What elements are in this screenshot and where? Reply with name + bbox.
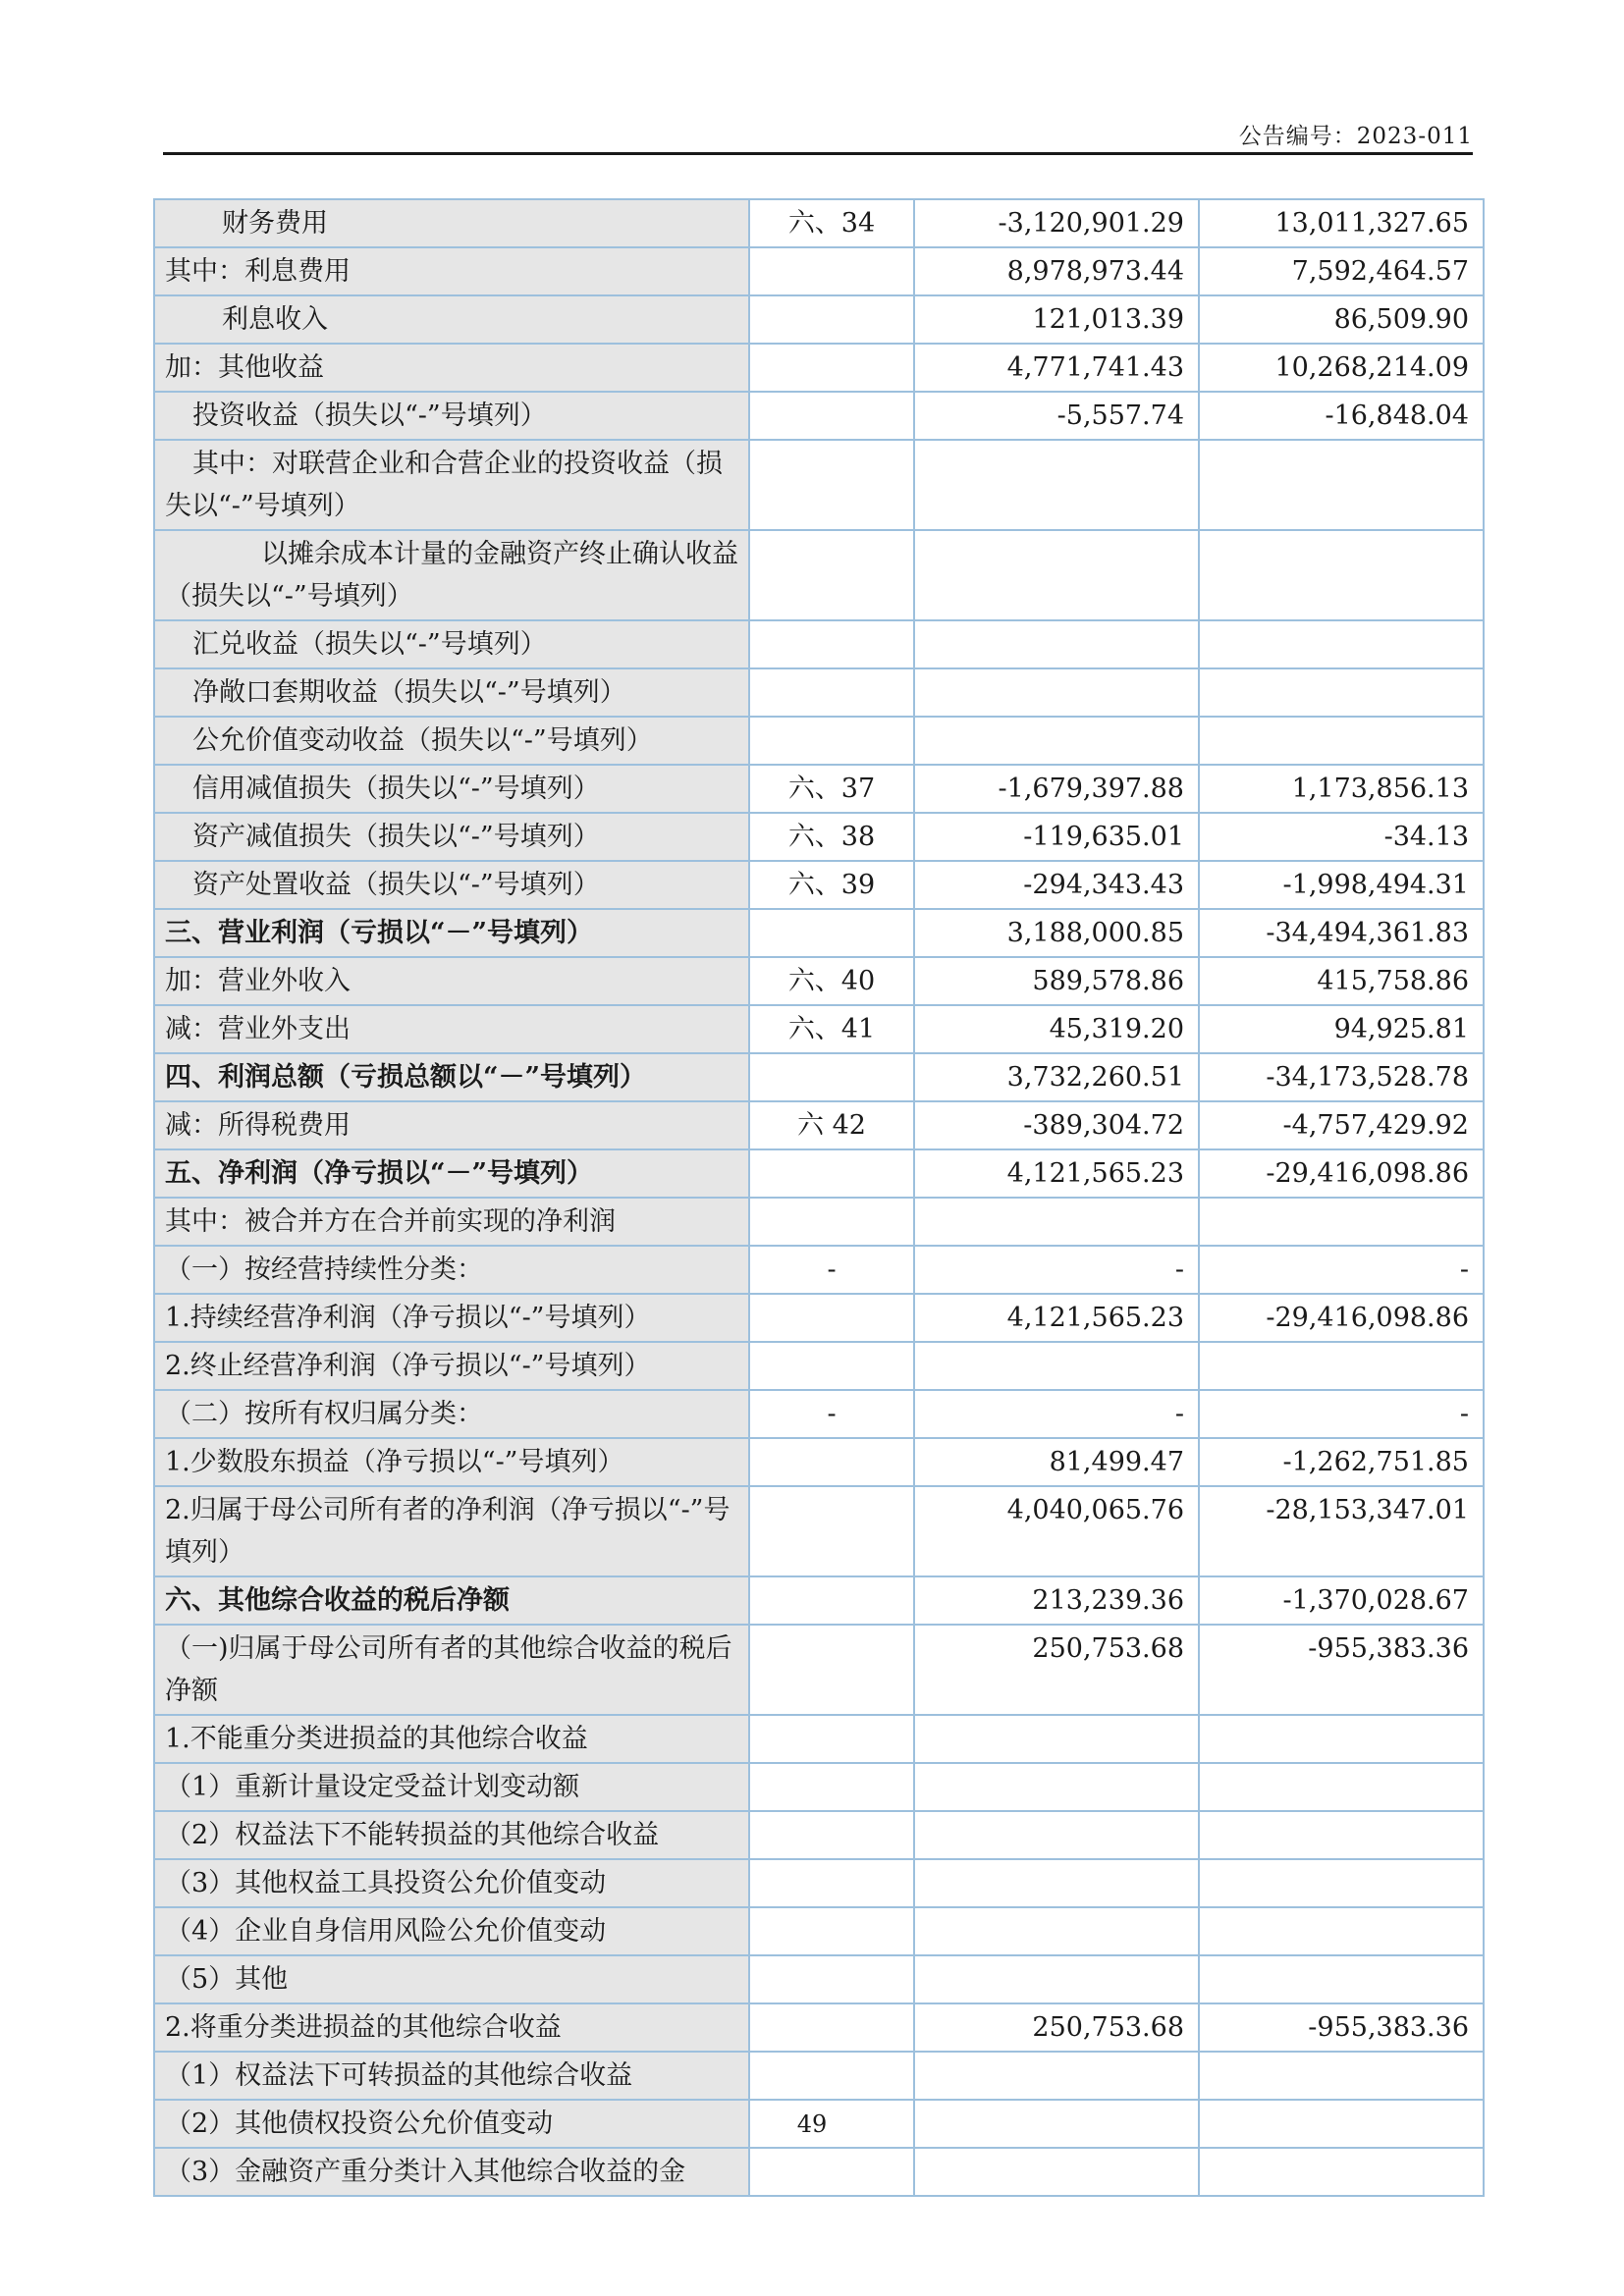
current-period-amount: 250,753.68 xyxy=(914,2003,1199,2052)
table-row xyxy=(154,199,1484,247)
prior-period-amount xyxy=(1199,2148,1484,2196)
prior-period-amount xyxy=(1199,620,1484,668)
note-reference xyxy=(749,1625,914,1715)
current-period-amount xyxy=(914,1342,1199,1390)
line-item-label: （3）其他权益工具投资公允价值变动 xyxy=(154,1859,749,1907)
note-reference xyxy=(749,909,914,957)
line-item-label: 资产处置收益（损失以“-”号填列） xyxy=(154,861,749,909)
table-row xyxy=(154,1486,1484,1576)
current-period-amount: - xyxy=(914,1246,1199,1294)
table-row xyxy=(154,1342,1484,1390)
note-reference xyxy=(749,1955,914,2003)
current-period-amount: -389,304.72 xyxy=(914,1101,1199,1149)
note-reference xyxy=(749,2003,914,2052)
line-item-label: 以摊余成本计量的金融资产终止确认收益（损失以“-”号填列） xyxy=(154,530,749,620)
note-reference xyxy=(749,1576,914,1625)
table-row xyxy=(154,1907,1484,1955)
income-statement-rows xyxy=(154,199,1484,2196)
table-row xyxy=(154,1811,1484,1859)
note-reference xyxy=(749,392,914,440)
table-row xyxy=(154,1053,1484,1101)
prior-period-amount xyxy=(1199,1859,1484,1907)
note-reference: 六 42 xyxy=(749,1101,914,1149)
line-item-label: 加：其他收益 xyxy=(154,344,749,392)
table-row xyxy=(154,861,1484,909)
prior-period-amount xyxy=(1199,1198,1484,1246)
prior-period-amount: -29,416,098.86 xyxy=(1199,1294,1484,1342)
prior-period-amount xyxy=(1199,1763,1484,1811)
prior-period-amount xyxy=(1199,717,1484,765)
line-item-label: （3）金融资产重分类计入其他综合收益的金 xyxy=(154,2148,749,2196)
current-period-amount: 8,978,973.44 xyxy=(914,247,1199,295)
prior-period-amount: -34,173,528.78 xyxy=(1199,1053,1484,1101)
current-period-amount: 4,040,065.76 xyxy=(914,1486,1199,1576)
line-item-label: 2.将重分类进损益的其他综合收益 xyxy=(154,2003,749,2052)
note-reference xyxy=(749,717,914,765)
line-item-label: 四、利润总额（亏损总额以“－”号填列） xyxy=(154,1053,749,1101)
current-period-amount xyxy=(914,668,1199,717)
table-row xyxy=(154,344,1484,392)
note-reference: - xyxy=(749,1246,914,1294)
note-reference xyxy=(749,620,914,668)
note-reference xyxy=(749,247,914,295)
note-reference xyxy=(749,295,914,344)
prior-period-amount: -1,998,494.31 xyxy=(1199,861,1484,909)
note-reference xyxy=(749,1053,914,1101)
line-item-label: 2.归属于母公司所有者的净利润（净亏损以“-”号填列） xyxy=(154,1486,749,1576)
prior-period-amount: -34,494,361.83 xyxy=(1199,909,1484,957)
current-period-amount xyxy=(914,717,1199,765)
current-period-amount xyxy=(914,1763,1199,1811)
current-period-amount xyxy=(914,1811,1199,1859)
current-period-amount: -5,557.74 xyxy=(914,392,1199,440)
page-number: 49 xyxy=(796,2110,828,2138)
line-item-label: 利息收入 xyxy=(154,295,749,344)
table-row xyxy=(154,530,1484,620)
prior-period-amount: 7,592,464.57 xyxy=(1199,247,1484,295)
line-item-label: 财务费用 xyxy=(154,199,749,247)
note-reference xyxy=(749,1907,914,1955)
current-period-amount: 213,239.36 xyxy=(914,1576,1199,1625)
table-row xyxy=(154,1390,1484,1438)
note-reference xyxy=(749,530,914,620)
current-period-amount xyxy=(914,1198,1199,1246)
line-item-label: 其中：对联营企业和合营企业的投资收益（损失以“-”号填列） xyxy=(154,440,749,530)
table-row xyxy=(154,1198,1484,1246)
table-row xyxy=(154,1005,1484,1053)
prior-period-amount xyxy=(1199,1342,1484,1390)
table-row xyxy=(154,2052,1484,2100)
line-item-label: 汇兑收益（损失以“-”号填列） xyxy=(154,620,749,668)
note-reference: 六、39 xyxy=(749,861,914,909)
prior-period-amount xyxy=(1199,1955,1484,2003)
line-item-label: 三、营业利润（亏损以“－”号填列） xyxy=(154,909,749,957)
note-reference xyxy=(749,2148,914,2196)
note-reference xyxy=(749,668,914,717)
table-row xyxy=(154,440,1484,530)
line-item-label: 五、净利润（净亏损以“－”号填列） xyxy=(154,1149,749,1198)
note-reference xyxy=(749,1811,914,1859)
line-item-label: （2）权益法下不能转损益的其他综合收益 xyxy=(154,1811,749,1859)
table-row xyxy=(154,1246,1484,1294)
note-reference xyxy=(749,2052,914,2100)
table-row xyxy=(154,1715,1484,1763)
table-row xyxy=(154,247,1484,295)
line-item-label: 减：营业外支出 xyxy=(154,1005,749,1053)
prior-period-amount: -4,757,429.92 xyxy=(1199,1101,1484,1149)
current-period-amount: -3,120,901.29 xyxy=(914,199,1199,247)
prior-period-amount xyxy=(1199,530,1484,620)
line-item-label: 1.不能重分类进损益的其他综合收益 xyxy=(154,1715,749,1763)
income-statement-table xyxy=(153,198,1485,2197)
prior-period-amount xyxy=(1199,1715,1484,1763)
note-reference xyxy=(749,1198,914,1246)
current-period-amount xyxy=(914,1715,1199,1763)
prior-period-amount: -955,383.36 xyxy=(1199,1625,1484,1715)
note-reference: 六、37 xyxy=(749,765,914,813)
table-row xyxy=(154,392,1484,440)
note-reference xyxy=(749,1149,914,1198)
note-reference: 六、41 xyxy=(749,1005,914,1053)
prior-period-amount: 13,011,327.65 xyxy=(1199,199,1484,247)
table-row xyxy=(154,620,1484,668)
line-item-label: 2.终止经营净利润（净亏损以“-”号填列） xyxy=(154,1342,749,1390)
line-item-label: （4）企业自身信用风险公允价值变动 xyxy=(154,1907,749,1955)
current-period-amount: 4,121,565.23 xyxy=(914,1294,1199,1342)
note-reference xyxy=(749,1342,914,1390)
table-row xyxy=(154,1438,1484,1486)
table-row xyxy=(154,813,1484,861)
line-item-label: 六、其他综合收益的税后净额 xyxy=(154,1576,749,1625)
current-period-amount: 81,499.47 xyxy=(914,1438,1199,1486)
prior-period-amount: -29,416,098.86 xyxy=(1199,1149,1484,1198)
current-period-amount: -1,679,397.88 xyxy=(914,765,1199,813)
current-period-amount: 3,732,260.51 xyxy=(914,1053,1199,1101)
prior-period-amount: 415,758.86 xyxy=(1199,957,1484,1005)
prior-period-amount xyxy=(1199,668,1484,717)
table-row xyxy=(154,1101,1484,1149)
table-row xyxy=(154,1955,1484,2003)
current-period-amount xyxy=(914,530,1199,620)
prior-period-amount: 10,268,214.09 xyxy=(1199,344,1484,392)
current-period-amount: -119,635.01 xyxy=(914,813,1199,861)
table-row xyxy=(154,1763,1484,1811)
note-reference xyxy=(749,344,914,392)
line-item-label: 其中：利息费用 xyxy=(154,247,749,295)
prior-period-amount: - xyxy=(1199,1390,1484,1438)
note-reference xyxy=(749,440,914,530)
note-reference: - xyxy=(749,1390,914,1438)
line-item-label: （二）按所有权归属分类： xyxy=(154,1390,749,1438)
table-row xyxy=(154,909,1484,957)
note-reference xyxy=(749,1486,914,1576)
table-row xyxy=(154,1294,1484,1342)
current-period-amount xyxy=(914,2052,1199,2100)
line-item-label: （1）权益法下可转损益的其他综合收益 xyxy=(154,2052,749,2100)
note-reference xyxy=(749,1715,914,1763)
note-reference xyxy=(749,1294,914,1342)
current-period-amount: 589,578.86 xyxy=(914,957,1199,1005)
line-item-label: 信用减值损失（损失以“-”号填列） xyxy=(154,765,749,813)
current-period-amount xyxy=(914,1955,1199,2003)
prior-period-amount: 1,173,856.13 xyxy=(1199,765,1484,813)
current-period-amount xyxy=(914,1907,1199,1955)
line-item-label: （1）重新计量设定受益计划变动额 xyxy=(154,1763,749,1811)
prior-period-amount: -16,848.04 xyxy=(1199,392,1484,440)
line-item-label: 减：所得税费用 xyxy=(154,1101,749,1149)
prior-period-amount: 94,925.81 xyxy=(1199,1005,1484,1053)
line-item-label: （一)归属于母公司所有者的其他综合收益的税后净额 xyxy=(154,1625,749,1715)
table-row xyxy=(154,2148,1484,2196)
note-reference: 六、38 xyxy=(749,813,914,861)
line-item-label: 资产减值损失（损失以“-”号填列） xyxy=(154,813,749,861)
table-row xyxy=(154,717,1484,765)
prior-period-amount xyxy=(1199,2052,1484,2100)
prior-period-amount xyxy=(1199,1811,1484,1859)
note-reference xyxy=(749,1438,914,1486)
current-period-amount: 250,753.68 xyxy=(914,1625,1199,1715)
line-item-label: 净敞口套期收益（损失以“-”号填列） xyxy=(154,668,749,717)
current-period-amount: 4,771,741.43 xyxy=(914,344,1199,392)
prior-period-amount xyxy=(1199,1907,1484,1955)
line-item-label: 1.少数股东损益（净亏损以“-”号填列） xyxy=(154,1438,749,1486)
table-row xyxy=(154,295,1484,344)
current-period-amount xyxy=(914,440,1199,530)
line-item-label: 其中：被合并方在合并前实现的净利润 xyxy=(154,1198,749,1246)
current-period-amount: - xyxy=(914,1390,1199,1438)
line-item-label: 1.持续经营净利润（净亏损以“-”号填列） xyxy=(154,1294,749,1342)
prior-period-amount: 86,509.90 xyxy=(1199,295,1484,344)
note-reference: 六、34 xyxy=(749,199,914,247)
table-row xyxy=(154,668,1484,717)
current-period-amount: 45,319.20 xyxy=(914,1005,1199,1053)
table-row xyxy=(154,1576,1484,1625)
line-item-label: （2）其他债权投资公允价值变动 xyxy=(154,2100,749,2148)
note-reference xyxy=(749,1859,914,1907)
prior-period-amount: -1,370,028.67 xyxy=(1199,1576,1484,1625)
prior-period-amount: -955,383.36 xyxy=(1199,2003,1484,2052)
line-item-label: （5）其他 xyxy=(154,1955,749,2003)
page-header xyxy=(163,116,1473,155)
current-period-amount: 121,013.39 xyxy=(914,295,1199,344)
table-row xyxy=(154,1859,1484,1907)
announcement-number: 公告编号：2023-011 xyxy=(1238,124,1473,149)
prior-period-amount: - xyxy=(1199,1246,1484,1294)
table-row xyxy=(154,957,1484,1005)
prior-period-amount xyxy=(1199,440,1484,530)
prior-period-amount: -28,153,347.01 xyxy=(1199,1486,1484,1576)
table-row xyxy=(154,1625,1484,1715)
table-row xyxy=(154,1149,1484,1198)
line-item-label: 公允价值变动收益（损失以“-”号填列） xyxy=(154,717,749,765)
current-period-amount: 3,188,000.85 xyxy=(914,909,1199,957)
line-item-label: （一）按经营持续性分类： xyxy=(154,1246,749,1294)
line-item-label: 加：营业外收入 xyxy=(154,957,749,1005)
header-rule xyxy=(163,152,1473,155)
current-period-amount xyxy=(914,2148,1199,2196)
current-period-amount xyxy=(914,620,1199,668)
note-reference: 六、40 xyxy=(749,957,914,1005)
current-period-amount: -294,343.43 xyxy=(914,861,1199,909)
line-item-label: 投资收益（损失以“-”号填列） xyxy=(154,392,749,440)
current-period-amount: 4,121,565.23 xyxy=(914,1149,1199,1198)
note-reference xyxy=(749,1763,914,1811)
prior-period-amount: -34.13 xyxy=(1199,813,1484,861)
table-row xyxy=(154,765,1484,813)
current-period-amount xyxy=(914,1859,1199,1907)
table-row xyxy=(154,2003,1484,2052)
prior-period-amount: -1,262,751.85 xyxy=(1199,1438,1484,1486)
